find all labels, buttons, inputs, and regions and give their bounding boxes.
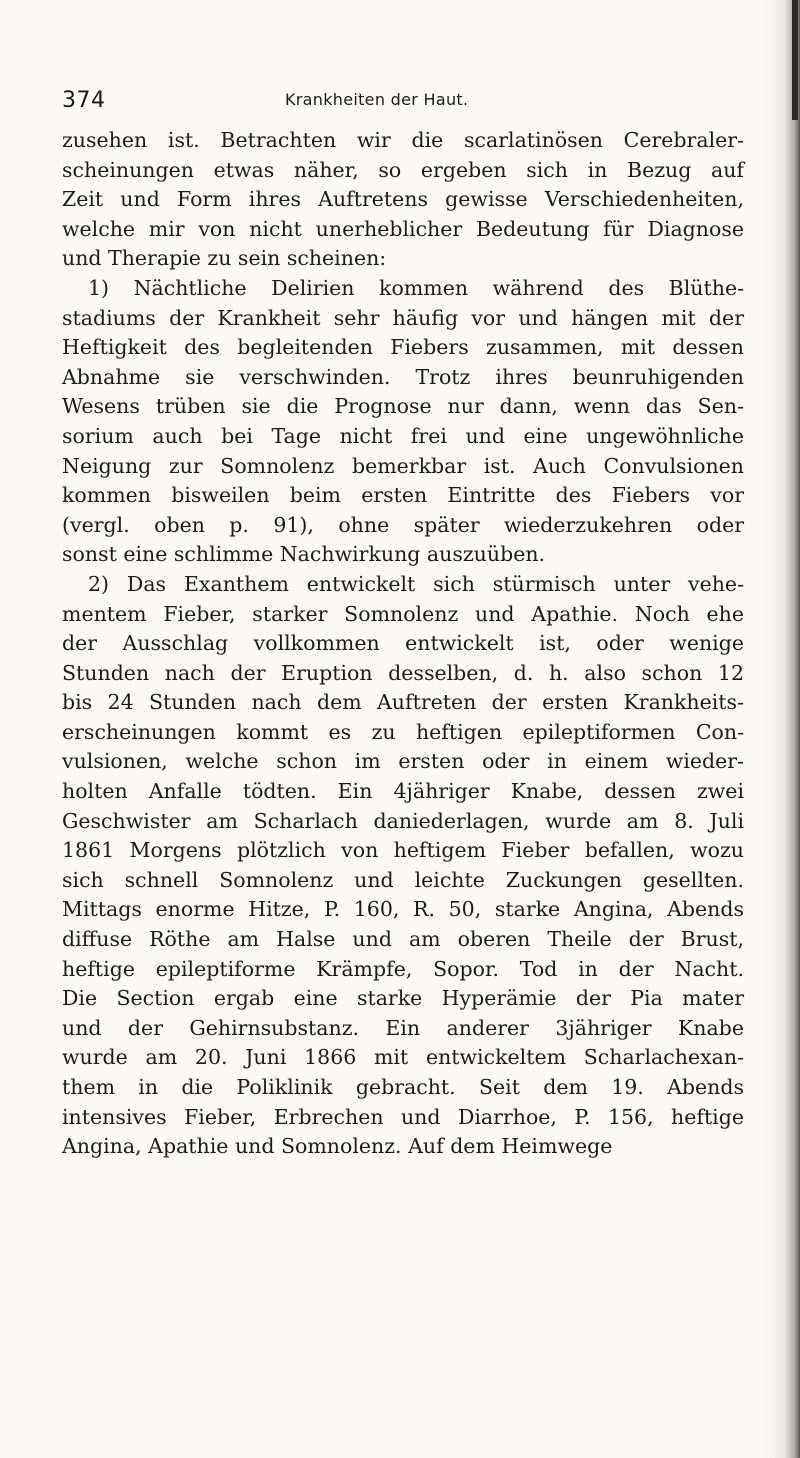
text-line: diffuse Röthe am Halse und am oberen Theile der Brust,	[62, 927, 744, 952]
text-line: holten Anfalle tödten. Ein 4jähriger Knabe, dessen zwei	[62, 779, 744, 804]
text-line: wurde am 20. Juni 1866 mit entwickeltem Scharlachexan-	[62, 1045, 744, 1070]
text-line: Geschwister am Scharlach daniederlagen, wurde am 8. Juli	[62, 808, 744, 833]
text-line: der Ausschlag vollkommen entwickelt ist, oder wenige	[62, 631, 744, 656]
text-line: Angina, Apathie und Somnolenz. Auf dem Heimwege	[62, 1134, 613, 1159]
text-line: sonst eine schlimme Nachwirkung auszuüben.	[62, 542, 546, 567]
text-line: Die Section ergab eine starke Hyperämie der Pia mater	[62, 986, 744, 1011]
text-line: mentem Fieber, starker Somnolenz und Apathie. Noch ehe	[62, 601, 744, 626]
text-line: intensives Fieber, Erbrechen und Diarrhoe, P. 156, heftige	[62, 1104, 744, 1129]
text-line: welche mir von nicht unerheblicher Bedeutung für Diagnose	[62, 216, 744, 241]
text-line: vulsionen, welche schon im ersten oder in einem wieder-	[62, 749, 744, 774]
text-line: Abnahme sie verschwinden. Trotz ihres beunruhigenden	[62, 364, 744, 389]
text-line: zusehen ist. Betrachten wir die scarlatinösen Cerebraler-	[62, 128, 744, 152]
text-line: erscheinungen kommt es zu heftigen epileptiformen Con-	[62, 719, 744, 744]
page-edge-mark	[792, 0, 798, 120]
text-line: 2) Das Exanthem entwickelt sich stürmisch unter vehe-	[88, 571, 744, 596]
running-head: Krankheiten der Haut.	[285, 90, 469, 109]
text-line: 1861 Morgens plötzlich von heftigem Fieber befallen, wozu	[62, 838, 744, 863]
page-number: 374	[62, 88, 106, 113]
text-line: sorium auch bei Tage nicht frei und eine ungewöhnliche	[62, 423, 744, 448]
text-line: Mittags enorme Hitze, P. 160, R. 50, starke Angina, Abends	[62, 897, 744, 922]
text-line: kommen bisweilen beim ersten Eintritte des Fiebers vor	[62, 483, 744, 508]
text-line: und der Gehirnsubstanz. Ein anderer 3jähriger Knabe	[62, 1015, 744, 1040]
text-line: bis 24 Stunden nach dem Auftreten der ersten Krankheits-	[62, 690, 744, 715]
text-line: stadiums der Krankheit sehr häufig vor und hängen mit der	[62, 305, 744, 330]
text-line: scheinungen etwas näher, so ergeben sich in Bezug auf	[62, 157, 744, 182]
text-line: heftige epileptiforme Krämpfe, Sopor. Tod in der Nacht.	[62, 956, 744, 981]
page-edge-shadow	[766, 0, 800, 1458]
text-line: them in die Poliklinik gebracht. Seit dem 19. Abends	[62, 1075, 744, 1099]
text-line: Heftigkeit des begleitenden Fiebers zusammen, mit dessen	[62, 335, 744, 360]
body-text	[62, 126, 744, 1162]
text-line: Neigung zur Somnolenz bemerkbar ist. Auch Convulsionen	[62, 453, 744, 478]
text-line: Zeit und Form ihres Auftretens gewisse Verschiedenheiten,	[62, 187, 744, 212]
text-line: Stunden nach der Eruption desselben, d. h. also schon 12	[62, 660, 744, 685]
text-line: 1) Nächtliche Delirien kommen während des Blüthe-	[88, 275, 744, 300]
text-line: (vergl. oben p. 91), ohne später wiederzukehren oder	[62, 512, 744, 537]
page-header	[62, 88, 752, 118]
text-line: sich schnell Somnolenz und leichte Zuckungen gesellten.	[62, 867, 744, 892]
text-line: Wesens trüben sie die Prognose nur dann, wenn das Sen-	[62, 394, 744, 419]
text-line: und Therapie zu sein scheinen:	[62, 246, 387, 271]
